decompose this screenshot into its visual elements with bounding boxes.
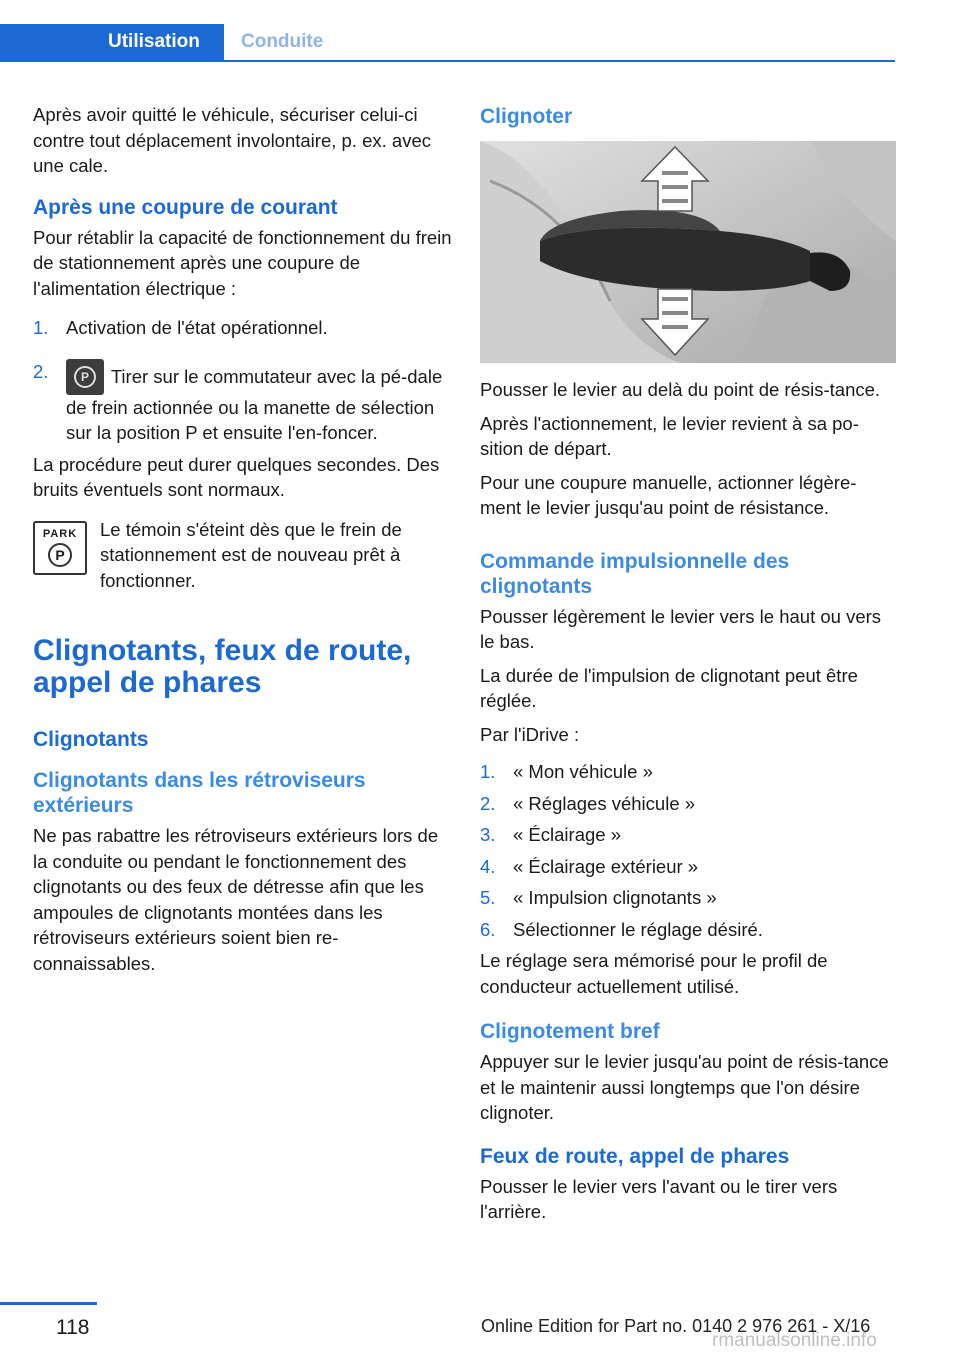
page-number: 118 xyxy=(56,1316,90,1339)
mirrors-paragraph: Ne pas rabattre les rétroviseurs extérieurs lors de la conduite ou pendant le fonctionnement des clignotants ou des feux de détresse afin que les ampoules de clignotants montées dans les rétroviseurs extérieurs soient bien re‐connaissables. xyxy=(33,825,439,974)
header-tabs xyxy=(0,24,895,62)
idrive-steps xyxy=(480,759,896,942)
highbeam-heading: Feux de route, appel de phares xyxy=(480,1144,790,1168)
lever-illustration xyxy=(480,141,896,363)
list-item: 5. « Impulsion clignotants » xyxy=(480,887,717,908)
brief-heading: Clignotement bref xyxy=(480,1020,660,1043)
lamp-paragraph: Le témoin s'éteint dès que le frein de stationnement est de nouveau prêt à fonctionner. xyxy=(100,518,402,591)
list-item: 6. Sélectionner le réglage désiré. xyxy=(480,918,763,940)
brief-paragraph: Appuyer sur le levier jusqu'au point de résis‐tance et le maintenir aussi longtemps que l'on désire clignoter. xyxy=(480,1051,889,1123)
step-text: Tirer sur le commutateur avec la pé‐dale de frein actionnée ou la manette de sélection sur la position P et ensuite l'en‐foncer. xyxy=(66,365,443,443)
park-warning-icon: PARK P xyxy=(33,521,87,575)
clignotants-heading: Clignotants xyxy=(33,728,149,751)
step-number: 2. xyxy=(33,360,49,382)
power-cut-paragraph: Pour rétablir la capacité de fonctionnement du frein de stationnement après une coupure de l'alimentation électrique : xyxy=(33,226,452,299)
lamp-note xyxy=(33,517,453,594)
section-title: Clignotants, feux de route, appel de phares xyxy=(33,634,412,699)
watermark: rmanualsonline.info xyxy=(712,1330,877,1351)
duration-paragraph: La procédure peut durer quelques secondes. Des bruits éventuels sont normaux. xyxy=(33,453,440,500)
tab-utilisation[interactable]: Utilisation xyxy=(0,24,224,60)
header-divider xyxy=(0,60,895,62)
highbeam-paragraph: Pousser le levier vers l'avant ou le tirer vers l'arrière. xyxy=(480,1175,838,1222)
step-number: 1. xyxy=(33,317,49,338)
list-item: 3. « Éclairage » xyxy=(480,824,621,845)
turn-signal-lever-image xyxy=(480,141,896,363)
blink-paragraph-3: Pour une coupure manuelle, actionner légère‐ment le levier jusqu'au point de résistance. xyxy=(480,471,857,518)
power-cut-steps xyxy=(33,315,453,446)
intro-paragraph: Après avoir quitté le véhicule, sécuriser celui-ci contre tout déplacement involontaire, p. ex. avec une cale. xyxy=(33,104,431,176)
blink-paragraph-1: Pousser le levier au delà du point de résis‐tance. xyxy=(480,379,881,400)
right-column xyxy=(480,102,896,1233)
list-item: 4. « Éclairage extérieur » xyxy=(480,855,699,877)
list-item: 2. « Réglages véhicule » xyxy=(480,792,696,814)
left-column xyxy=(33,102,453,984)
list-item xyxy=(33,359,453,446)
tab-conduite[interactable]: Conduite xyxy=(241,31,324,52)
impulse-paragraph-2: La durée de l'impulsion de clignotant peut être réglée. xyxy=(480,664,858,711)
edition-text: Online Edition for Part no. 0140 2 976 261 - X/16 xyxy=(481,1316,871,1336)
memo-paragraph: Le réglage sera mémorisé pour le profil de conducteur actuellement utilisé. xyxy=(480,950,828,997)
parking-brake-icon: P xyxy=(66,359,104,395)
blink-heading: Clignoter xyxy=(480,105,573,128)
mirrors-heading: Clignotants dans les rétroviseurs extérieurs xyxy=(33,769,366,817)
step-text: Activation de l'état opérationnel. xyxy=(66,317,328,338)
power-cut-heading: Après une coupure de courant xyxy=(33,195,338,219)
impulse-paragraph-1: Pousser légèrement le levier vers le haut ou vers le bas. xyxy=(480,605,882,652)
impulse-heading: Commande impulsionnelle des clignotants xyxy=(480,549,790,598)
list-item: 1. « Mon véhicule » xyxy=(480,761,653,782)
impulse-paragraph-3: Par l'iDrive : xyxy=(480,723,580,745)
list-item xyxy=(33,315,453,341)
blink-paragraph-2: Après l'actionnement, le levier revient à sa po‐sition de départ. xyxy=(480,412,859,459)
footer-divider xyxy=(0,1302,97,1305)
